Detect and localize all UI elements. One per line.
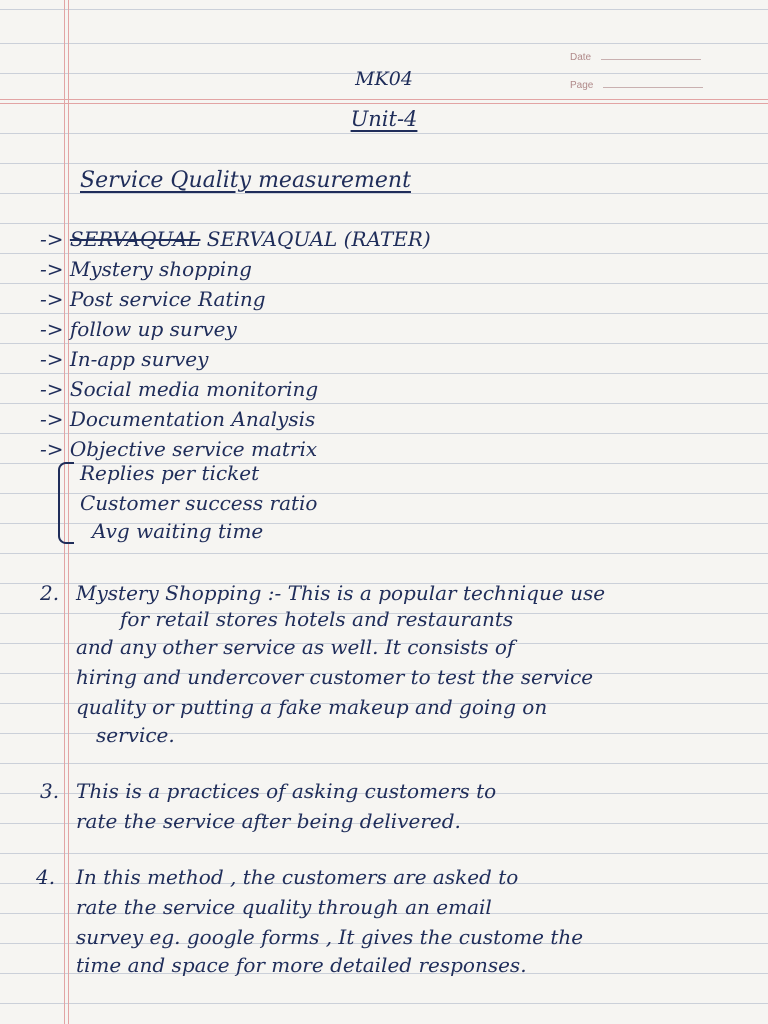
list-item xyxy=(40,284,266,314)
list-item xyxy=(40,404,315,434)
sub-list-item xyxy=(92,516,263,546)
page-heading: Service Quality measurement xyxy=(80,168,411,193)
note-line: Mystery Shopping :- This is a popular technique use xyxy=(76,581,606,605)
list-item xyxy=(40,344,208,374)
course-code: MK04 xyxy=(355,68,413,90)
arrow-icon: -> xyxy=(40,257,64,281)
sub-item-bracket xyxy=(58,462,74,544)
arrow-icon: -> xyxy=(40,377,64,401)
list-item-text: Documentation Analysis xyxy=(69,407,316,431)
list-item-text: SERVAQUAL (RATER) xyxy=(206,227,431,251)
list-item xyxy=(40,374,318,404)
list-item-text: Customer success ratio xyxy=(80,491,318,515)
note-line: rate the service quality through an email xyxy=(76,895,492,919)
list-item-text: Avg waiting time xyxy=(92,519,264,543)
note-number: 4. xyxy=(36,865,56,889)
arrow-icon: -> xyxy=(40,317,64,341)
note-line: and any other service as well. It consists of xyxy=(76,635,515,659)
header-rule-top xyxy=(0,99,768,100)
note-number: 2. xyxy=(40,581,60,605)
note-line: time and space for more detailed responses. xyxy=(76,953,527,977)
note-line: for retail stores hotels and restaurants xyxy=(120,607,514,631)
list-item-text: Social media monitoring xyxy=(69,377,319,401)
date-field xyxy=(570,52,701,63)
arrow-icon: -> xyxy=(40,287,64,311)
list-item-text: In-app survey xyxy=(69,347,209,371)
list-item-text: Replies per ticket xyxy=(80,461,260,485)
note-line: survey eg. google forms , It gives the custome the xyxy=(76,925,584,949)
note-line: service. xyxy=(96,723,175,747)
note-line: This is a practices of asking customers to xyxy=(76,779,497,803)
list-item xyxy=(40,314,237,344)
sub-list-item xyxy=(80,488,317,518)
struck-text: SERVAQUAL xyxy=(69,227,201,251)
list-item-text: Post service Rating xyxy=(69,287,266,311)
note-line: quality or putting a fake makeup and going on xyxy=(76,695,548,719)
arrow-icon: -> xyxy=(40,437,64,461)
arrow-icon: -> xyxy=(40,227,64,251)
list-item-text: follow up survey xyxy=(69,317,237,341)
note-line: hiring and undercover customer to test the service xyxy=(76,665,594,689)
arrow-icon: -> xyxy=(40,347,64,371)
list-item xyxy=(40,224,431,254)
note-line: In this method , the customers are asked to xyxy=(76,865,519,889)
date-label: Date xyxy=(570,52,592,63)
arrow-icon: -> xyxy=(40,407,64,431)
sub-list-item xyxy=(80,458,259,488)
note-line: rate the service after being delivered. xyxy=(76,809,461,833)
list-item-text: Mystery shopping xyxy=(69,257,252,281)
note-number: 3. xyxy=(40,779,60,803)
unit-title: Unit-4 xyxy=(350,107,418,131)
list-item-text: Objective service matrix xyxy=(69,437,318,461)
list-item xyxy=(40,254,252,284)
page-label: Page xyxy=(570,80,594,91)
